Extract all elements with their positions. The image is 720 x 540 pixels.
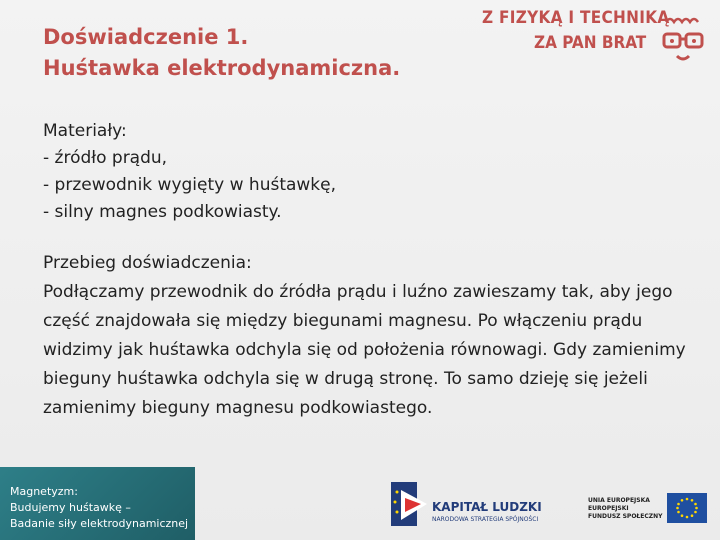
brand-line-1: Z FIZYKĄ I TECHNIKĄ: [482, 8, 670, 28]
brand-logo: [482, 8, 712, 68]
kapital-ludzki-title: KAPITAŁ LUDZKI: [432, 500, 542, 514]
eu-line-3: FUNDUSZ SPOŁECZNY: [588, 513, 663, 520]
materials-heading: Materiały:: [43, 121, 127, 141]
kapital-ludzki-subtitle: NARODOWA STRATEGIA SPÓJNOŚCI: [432, 516, 539, 523]
procedure-heading: Przebieg doświadczenia:: [43, 253, 252, 273]
title-line-1: Doświadczenie 1.: [43, 25, 249, 49]
footer-line-3: Badanie siły elektrodynamicznej: [10, 517, 189, 530]
eu-flag-icon: [667, 493, 707, 523]
footer-line-1: Magnetyzm:: [10, 485, 78, 498]
procedure-body: Podłączamy przewodnik do źródła prądu i luźno zawieszamy tak, aby jego część znajdowała się między biegunami magnesu. Po włączeniu prądu widzimy jak huśtawka odchyla się od położenia równowagi. Gdy zamienimy bieguny huśtawka odchyla się w drugą stronę. To samo dzieję się jeżeli zamienimy bieguny magnesu podkowiastego.: [43, 282, 686, 418]
slide-title: [43, 22, 400, 84]
footer-label-box: [0, 467, 195, 540]
materials-item: - źródło prądu,: [43, 148, 168, 168]
materials-item: - silny magnes podkowiasty.: [43, 202, 282, 222]
brand-line-2: ZA PAN BRAT: [534, 33, 647, 53]
footer-line-2: Budujemy huśtawkę –: [10, 501, 131, 514]
materials-item: - przewodnik wygięty w huśtawkę,: [43, 175, 337, 195]
eu-fund-text: [588, 497, 663, 521]
materials-section: [43, 118, 336, 226]
mascot-glasses-icon: [660, 12, 708, 66]
funding-logos: [385, 478, 715, 534]
kapital-ludzki-logo-icon: [387, 480, 429, 530]
eu-line-1: UNIA EUROPEJSKA: [588, 497, 650, 504]
procedure-section: [43, 249, 703, 423]
title-line-2: Huśtawka elektrodynamiczna.: [43, 56, 401, 80]
footer-text: [10, 484, 188, 532]
eu-line-2: EUROPEJSKI: [588, 505, 629, 512]
